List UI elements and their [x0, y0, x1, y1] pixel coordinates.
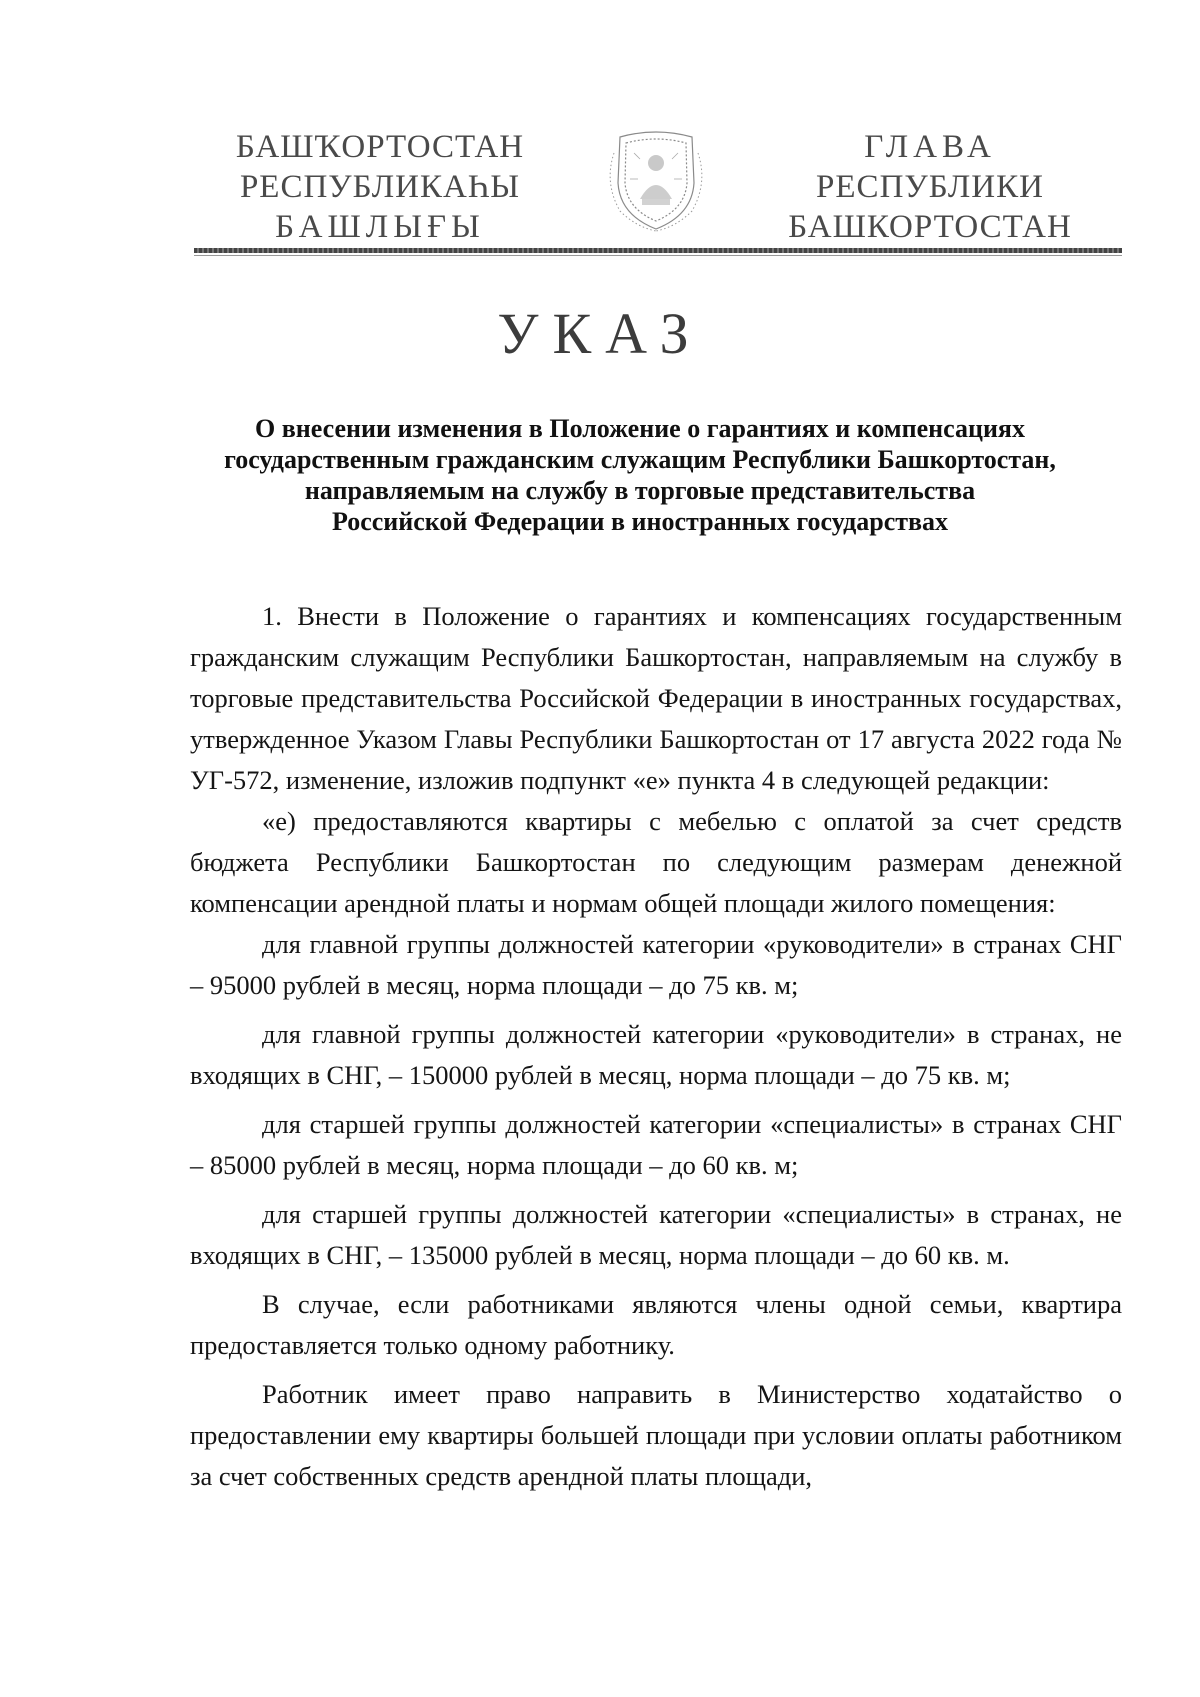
decree-subject: [180, 413, 1100, 537]
paragraph-4: для главной группы должностей категории «руководители» в странах, не входящих в СНГ, – 150000 рублей в месяц, норма площади – до 75 кв. м;: [190, 1019, 1122, 1090]
paragraph-3: для главной группы должностей категории «руководители» в странах СНГ – 95000 рублей в месяц, норма площади – до 75 кв. м;: [190, 929, 1122, 1000]
paragraph-7: В случае, если работниками являются члены одной семьи, квартира предоставляется только одному работнику.: [190, 1289, 1122, 1360]
subject-line-4: Российской Федерации в иностранных государствах: [331, 507, 949, 536]
subject-line-1: О внесении изменения в Положение о гарантиях и компенсациях: [255, 414, 1025, 443]
header-left-line-1: БАШҠОРТОСТАН: [235, 129, 525, 165]
coat-of-arms-emblem-icon: [600, 123, 712, 235]
paragraph-1: 1. Внести в Положение о гарантиях и компенсациях государственным гражданским служащим Республики Башкортостан, направляемым на службу в торговые представительства Российской Федерации в иностранных государствах, утвержденное Указом Главы Республики Башкортостан от 17 августа 2022 года № УГ-572, изменение, изложив подпункт «е» пункта 4 в следующей редакции:: [190, 601, 1122, 795]
header-russian-title: [780, 127, 1080, 247]
paragraph-8: Работник имеет право направить в Министерство ходатайство о предоставлении ему квартиры большей площади при условии оплаты работником за счет собственных средств арендной платы площади,: [190, 1379, 1122, 1491]
header-right-line-1: ГЛАВА: [864, 129, 996, 165]
header-bashkir-title: [230, 127, 530, 247]
header-left-line-2: РЕСПУБЛИКАҺЫ: [239, 169, 521, 205]
paragraph-6: для старшей группы должностей категории «специалисты» в странах, не входящих в СНГ, – 135000 рублей в месяц, норма площади – до 60 кв. м.: [190, 1199, 1122, 1270]
header-divider-thin: [194, 255, 1122, 256]
header-divider: [194, 248, 1122, 253]
header-right-line-3: БАШКОРТОСТАН: [788, 209, 1072, 245]
header-left-line-3: БАШЛЫҒЫ: [275, 209, 485, 245]
decree-body: [190, 596, 1122, 1497]
document-type-title: УКАЗ: [497, 301, 703, 366]
subject-line-3: направляемым на службу в торговые представительства: [304, 476, 976, 505]
subject-line-2: государственным гражданским служащим Республики Башкортостан,: [224, 445, 1056, 474]
paragraph-5: для старшей группы должностей категории «специалисты» в странах СНГ – 85000 рублей в месяц, норма площади – до 60 кв. м;: [190, 1109, 1122, 1180]
header-right-line-2: РЕСПУБЛИКИ: [816, 169, 1044, 205]
paragraph-2: «е) предоставляются квартиры с мебелью с оплатой за счет средств бюджета Республики Башкортостан по следующим размерам денежной компенсации арендной платы и нормам общей площади жилого помещения:: [190, 806, 1122, 918]
